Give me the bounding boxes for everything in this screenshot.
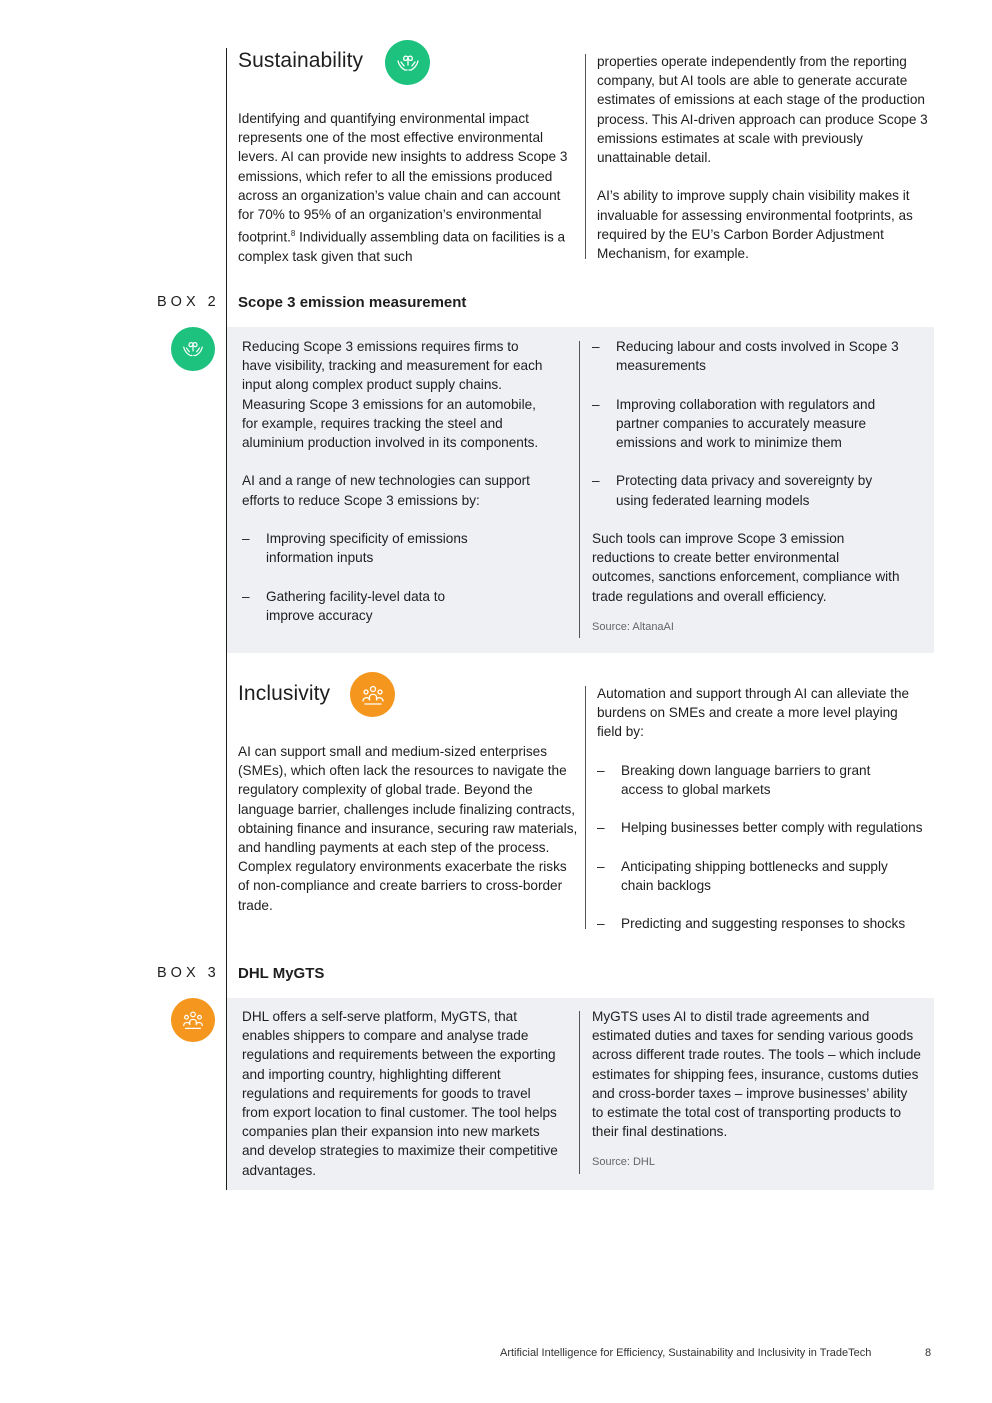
people-group-icon	[171, 998, 215, 1042]
list-item: – Improving specificity of emissions information inputs	[242, 529, 550, 567]
list-item: – Gathering facility-level data to improve accuracy	[242, 587, 550, 625]
box-3-source: Source: DHL	[592, 1156, 655, 1169]
inclusivity-right-intro: Automation and support through AI can alleviate the burdens on SMEs and create a more level playing field by:	[597, 686, 910, 740]
list-item: – Protecting data privacy and sovereignty by using federated learning models	[592, 471, 917, 509]
box-2-right-list	[592, 337, 917, 510]
box-2-left-column	[242, 337, 550, 625]
list-item: – Anticipating shipping bottlenecks and supply chain backlogs	[597, 857, 942, 895]
box-2-left-list	[242, 529, 550, 625]
sustainability-left-text-tail: Individually assembling data on facilities is a complex task given that such	[238, 229, 566, 264]
box-3-right-paragraph: MyGTS uses AI to distil trade agreements and estimated duties and taxes for sending various goods across different trade routes. The tools – which include estimates for shipping fees, insurance, customs duties and cross-border taxes – improve businesses’ ability to estimate the total cost of transporting products to their final destinations.	[592, 1009, 921, 1140]
sustainability-right-paragraph-2: AI’s ability to improve supply chain visibility makes it invaluable for assessing environmental footprints, as required by the EU’s Carbon Border Adjustment Mechanism, for example.	[597, 188, 913, 262]
footer-title: Artificial Intelligence for Efficiency, Sustainability and Inclusivity in TradeTech	[500, 1347, 872, 1359]
box-3-label: BOX 3	[157, 965, 220, 981]
box-2-right-column	[592, 337, 917, 633]
sustainability-right-paragraph-1: properties operate independently from the reporting company, but AI tools are able to generate accurate estimates of emissions at each stage of the production process. This AI-driven approach can produce Scope 3 emissions estimates at scale with previously unattainable detail.	[597, 54, 928, 166]
inclusivity-right-list	[597, 761, 942, 934]
column-divider	[579, 341, 580, 638]
footnote-marker[interactable]: 8	[290, 229, 296, 239]
box-3-left-paragraph: DHL offers a self-serve platform, MyGTS, that enables shippers to compare and analyse trade regulations and requirements between the exporting and importing country, highlighting different regulations and requirements for goods to travel from export location to final customer. The tool helps companies plan their expansion into new markets and develop strategies to maximize their competitive advantages.	[242, 1009, 558, 1178]
hands-plant-icon	[171, 327, 215, 371]
list-item: – Predicting and suggesting responses to shocks	[597, 914, 942, 933]
box-2-source: Source: AltanaAI	[592, 620, 674, 633]
column-divider	[579, 1011, 580, 1174]
inclusivity-left-paragraph: AI can support small and medium-sized enterprises (SMEs), which often lack the resources to navigate the regulatory complexity of global trade. Beyond the language barrier, challenges include finalizing contracts, obtaining finance and insurance, securing raw materials, and handling payments at each step of the process. Complex regulatory environments exacerbate the risks of non-compliance and create barriers to cross-border trade.	[238, 744, 578, 913]
sustainability-left-text: Identifying and quantifying environmental impact represents one of the most effective environmental levers. AI can provide new insights to address Scope 3 emissions, which refer to all the emissions produced across an organization’s value chain and can account for 70% to 95% of an organization’s environmental footprint.	[238, 111, 568, 245]
box-3-left-column	[242, 1007, 558, 1180]
list-item: – Helping businesses better comply with regulations	[597, 818, 942, 837]
hands-plant-icon	[385, 40, 430, 85]
inclusivity-heading: Inclusivity	[238, 682, 331, 705]
box-2-left-paragraph-2: AI and a range of new technologies can support efforts to reduce Scope 3 emissions by:	[242, 473, 530, 508]
box-3-title: DHL MyGTS	[238, 965, 325, 982]
column-divider	[585, 54, 586, 259]
page-number: 8	[925, 1347, 932, 1359]
box-2-title: Scope 3 emission measurement	[238, 294, 467, 311]
box-2-label: BOX 2	[157, 294, 220, 310]
box-3-right-column	[592, 1007, 922, 1168]
sustainability-right-column	[597, 52, 937, 263]
sustainability-left-paragraph	[238, 109, 573, 266]
people-group-icon	[350, 672, 395, 717]
box-2-right-paragraph: Such tools can improve Scope 3 emission reductions to create better environmental outcomes, sanctions enforcement, compliance with trade regulations and overall efficiency.	[592, 530, 900, 604]
sustainability-heading: Sustainability	[238, 49, 364, 72]
column-divider	[585, 686, 586, 929]
box-2-left-paragraph-1: Reducing Scope 3 emissions requires firms to have visibility, tracking and measurement for each input along complex product supply chains. Measuring Scope 3 emissions for an automobile, for example, requires tracking the steel and aluminium production involved in its components.	[242, 339, 543, 451]
list-item: – Breaking down language barriers to grant access to global markets	[597, 761, 942, 799]
inclusivity-left-column	[238, 742, 578, 915]
inclusivity-right-column	[597, 684, 942, 934]
sustainability-left-column	[238, 109, 573, 266]
list-item: – Reducing labour and costs involved in Scope 3 measurements	[592, 337, 917, 375]
list-item: – Improving collaboration with regulators and partner companies to accurately measure emissions and work to minimize them	[592, 395, 917, 453]
